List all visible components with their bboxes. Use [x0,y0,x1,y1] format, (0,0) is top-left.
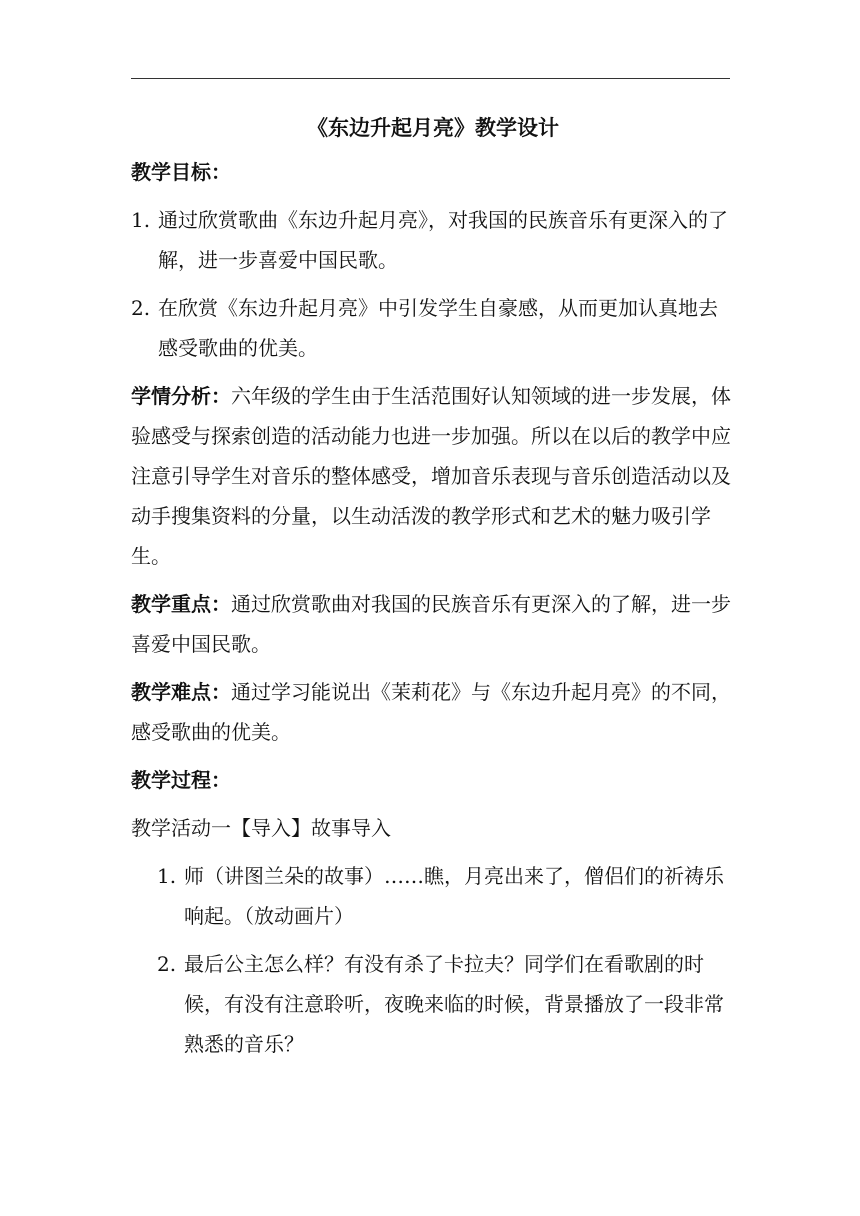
step-text: 最后公主怎么样？有没有杀了卡拉夫？同学们在看歌剧的时候，有没有注意聆听，夜晚来临的时候，背景播放了一段非常熟悉的音乐？ [184,952,724,1056]
key-points-paragraph [131,584,735,664]
document-title: 《东边升起月亮》教学设计 [307,116,559,140]
goal-number: 2. [131,296,151,320]
document-body [131,108,735,1072]
process-heading: 教学过程： [131,768,231,792]
process-step [157,856,735,936]
key-points-heading: 教学重点： [131,592,231,616]
difficulties-text: 通过学习能说出《茉莉花》与《东边升起月亮》的不同，感受歌曲的优美。 [131,680,731,744]
goal-text: 通过欣赏歌曲《东边升起月亮》，对我国的民族音乐有更深入的了解，进一步喜爱中国民歌。 [158,208,728,272]
analysis-heading: 学情分析： [131,384,231,408]
process-steps [131,856,735,1064]
difficulties-heading: 教学难点： [131,680,231,704]
step-number: 1. [157,864,177,888]
analysis-paragraph [131,376,735,576]
step-number: 2. [157,952,177,976]
goal-number: 1. [131,208,151,232]
difficulties-paragraph [131,672,735,752]
header-rule [131,78,730,79]
goal-text: 在欣赏《东边升起月亮》中引发学生自豪感，从而更加认真地去感受歌曲的优美。 [158,296,718,360]
goal-item [131,200,735,280]
step-text: 师（讲图兰朵的故事）……瞧，月亮出来了，僧侣们的祈祷乐响起。（放动画片） [184,864,724,928]
goal-item [131,288,735,368]
analysis-text: 六年级的学生由于生活范围好认知领域的进一步发展，体验感受与探索创造的活动能力也进一步加强。所以在以后的教学中应注意引导学生对音乐的整体感受，增加音乐表现与音乐创造活动以及动手搜集资料的分量，以生动活泼的教学形式和艺术的魅力吸引学生。 [131,384,731,568]
goals-heading: 教学目标： [131,160,231,184]
process-step [157,944,735,1064]
key-points-text: 通过欣赏歌曲对我国的民族音乐有更深入的了解，进一步喜爱中国民歌。 [131,592,731,656]
activity-heading: 教学活动一【导入】故事导入 [131,816,391,840]
